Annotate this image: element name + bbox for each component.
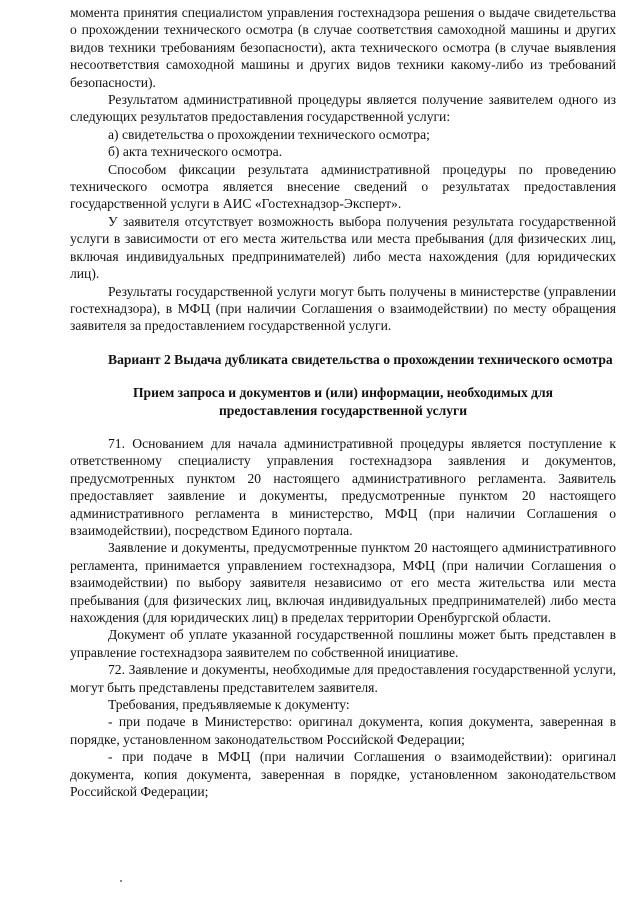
list-item-a: а) свидетельства о прохождении технического осмотра; bbox=[108, 126, 430, 142]
spacer bbox=[70, 368, 616, 384]
spacer bbox=[70, 419, 616, 435]
list-item-b: б) акта технического осмотра. bbox=[108, 144, 283, 160]
paragraph: 71. Основанием для начала административной процедуры является поступление к ответственному специалисту управления гостехнадзора заявления и документов, предусмотренных пунктом 20 настоящего административного регламента. Заявитель предоставляет заявление и документы, предусмотренные пунктом 20 настоящего административного регламента в министерство, МФЦ (при наличии Соглашения о взаимодействии), посредством Единого портала. bbox=[70, 435, 616, 538]
paragraph: У заявителя отсутствует возможность выбора получения результата государственной услуги в зависимости от его места жительства или места пребывания (для физических лиц, включая индивидуальных предпринимателей) либо места нахождения (для юридических лиц). bbox=[70, 213, 616, 282]
paragraph: Результаты государственной услуги могут быть получены в министерстве (управлении гостехнадзора), в МФЦ (при наличии Соглашения о взаимодействии) по месту обращения заявителя за предоставлением государственной услуги. bbox=[70, 283, 616, 334]
paragraph: Способом фиксации результата административной процедуры по проведению технического осмотра является внесение сведений о результатах предоставления государственной услуги в АИС «Гостехнадзор-Эксперт». bbox=[70, 161, 616, 212]
list-item: - при подаче в Министерство: оригинал документа, копия документа, заверенная в порядке, установленном законодательством Российской Федерации; bbox=[70, 714, 616, 747]
scan-speck bbox=[120, 880, 122, 882]
paragraph: момента принятия специалистом управления гостехнадзора решения о выдаче свидетельства о прохождении технического осмотра (в случае соответствия самоходной машины и других видов техники требованиям безопасности), акта технического осмотра (в случае выявления несоответствия самоходной машины и других видов техники какому-либо из требований безопасности). bbox=[70, 5, 616, 90]
paragraph: Заявление и документы, предусмотренные пунктом 20 настоящего административного регламента, принимается управлением гостехнадзора, МФЦ (при наличии Соглашения о взаимодействии) по выбору заявителя независимо от его места жительства или места пребывания (для физических лиц, включая индивидуальных предпринимателей) либо места нахождения (для юридических лиц) в пределах территории Оренбургской области. bbox=[70, 540, 616, 625]
paragraph: Результатом административной процедуры является получение заявителем одного из следующих результатов предоставления государственной услуги: bbox=[70, 92, 616, 125]
paragraph: 72. Заявление и документы, необходимые для предоставления государственной услуги, могут быть представлены представителем заявителя. bbox=[70, 662, 616, 695]
spacer bbox=[70, 335, 616, 351]
paragraph: Требования, предъявляемые к документу: bbox=[108, 697, 350, 713]
document-body bbox=[70, 4, 616, 800]
section-heading: Прием запроса и документов и (или) информации, необходимых для предоставления государственной услуги bbox=[132, 385, 554, 418]
list-item: - при подаче в МФЦ (при наличии Соглашения о взаимодействии): оригинал документа, копия документа, заверенная в порядке, установленном законодательством Российской Федерации; bbox=[70, 749, 616, 800]
paragraph: Документ об уплате указанной государственной пошлины может быть представлен в управление гостехнадзора заявителем по собственной инициативе. bbox=[70, 627, 616, 660]
variant-heading: Вариант 2 Выдача дубликата свидетельства о прохождении технического осмотра bbox=[108, 351, 613, 367]
